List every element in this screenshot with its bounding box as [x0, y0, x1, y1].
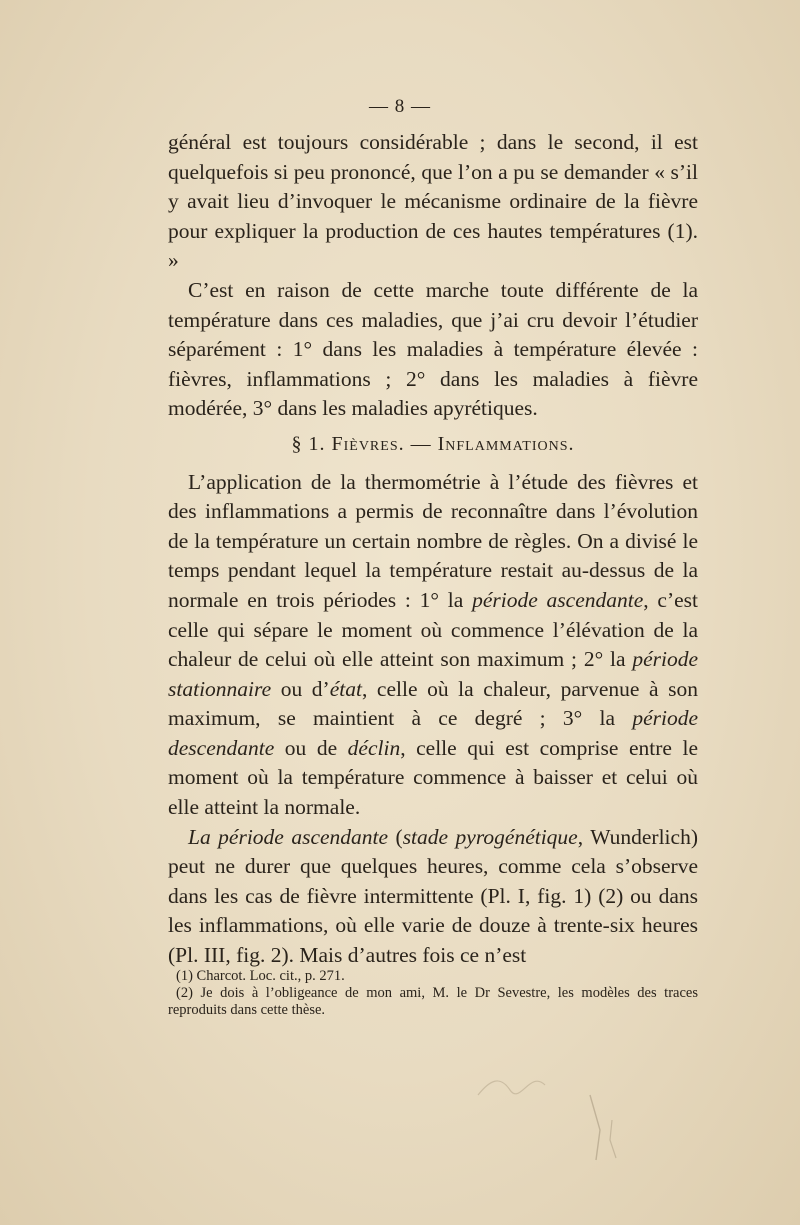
footnote-1: (1) Charcot. Loc. cit., p. 271. [176, 968, 345, 984]
italic-term: état [329, 676, 362, 701]
section-title-inflammations: Inflammations. [437, 432, 575, 455]
text-run: ( [388, 824, 403, 849]
text-run: ou d’ [271, 676, 330, 701]
footnotes [168, 968, 698, 1019]
text-run: ou de [274, 735, 348, 760]
italic-term: déclin [347, 735, 401, 760]
text-run: , celle qui est comprise entre le moment où la température commence à baisser et celui où elle atteint la normale. [168, 735, 698, 820]
paragraph-continuation: général est toujours considérable ; dans le second, il est quelquefois si peu prononcé, que l’on a pu se demander « s’il y avait lieu d’invoquer le mécanisme ordinaire de la fièvre pour expliquer la production de ces hautes températures (1). » [168, 130, 698, 273]
text-run: L’application de la thermométrie à l’étude des fièvres et des inflammations a permis de reconnaître dans l’évolution de la température un certain nombre de règles. On a divisé le temps pendant lequel la température restait au-dessus de la normale en trois périodes : 1° la [168, 469, 698, 612]
italic-term: stade pyrogénétique [402, 824, 578, 849]
section-number: § 1. [291, 432, 326, 455]
text-run: , c’est celle qui sépare le moment où commence l’élévation de la chaleur de celui où elle atteint son maximum ; 2° la [168, 587, 698, 672]
paragraph-ascending-period [168, 823, 698, 971]
text-run: , Wunderlich) peut ne durer que quelques heures, comme cela s’observe dans les cas de fièvre intermittente (Pl. I, fig. 1) (2) ou dans les inflammations, où elle varie de douze à trente-six heures (Pl. III, fig. 2). Mais d’autres fois ce n’est [168, 824, 698, 968]
italic-term: période descendante [168, 706, 698, 760]
italic-term: période stationnaire [168, 647, 698, 701]
paragraph-temperature-study: C’est en raison de cette marche toute différente de la température dans ces maladies, que j’ai cru devoir l’étudier séparément : 1° dans les maladies à température élevée : fièvres, inflammations ; 2° dans les maladies à fièvre modérée, 3° dans les maladies apyrétiques. [168, 277, 698, 421]
text-run: , celle où la chaleur, parvenue à son maximum, se maintient à ce degré ; 3° la [168, 676, 698, 731]
page-number: — 8 — [369, 96, 431, 117]
section-title-fevers: Fièvres. [331, 432, 405, 455]
section-heading [168, 430, 698, 460]
body-text [168, 128, 698, 971]
paragraph-thermometry [168, 468, 698, 823]
italic-term: période ascendante [472, 587, 644, 612]
section-title-dash: — [410, 432, 432, 455]
italic-term: La période ascendante [188, 824, 389, 849]
footnote-2: (2) Je dois à l’obligeance de mon ami, M. le Dr Sevestre, les modèles des traces reproduits dans cette thèse. [168, 985, 698, 1018]
